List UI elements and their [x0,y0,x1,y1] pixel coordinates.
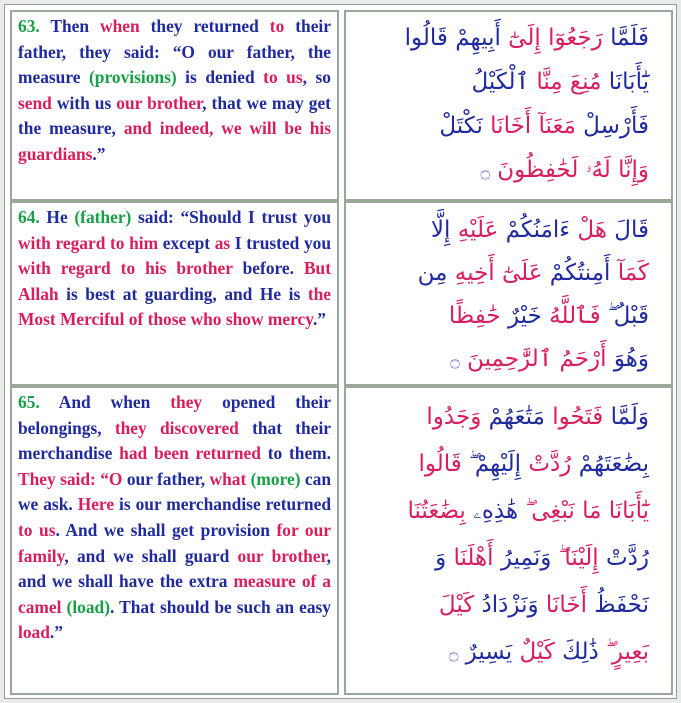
arabic-segment: أَرْحَمُ ٱلرَّٰحِمِينَ [459,346,607,372]
arabic-segment: أَمِنتُكُمْ [542,260,611,286]
arabic-segment: مِن [417,260,448,286]
english-segment: , and we shall have the extra [18,545,332,592]
arabic-segment: فَلَمَّا [602,25,649,51]
english-segment: opened their belongings, [18,392,331,438]
arabic-segment: فَتَحُوا [544,404,604,430]
arabic-segment: يَسِيرٌ [458,639,513,665]
arabic-segment: وَنَمِيرُ [493,545,552,571]
arabic-segment: إِلَيْنَا ۖ [551,545,599,571]
english-segment: before. [232,258,304,279]
arabic-segment: عَلَىٰٓ أَخِيهِ [447,260,543,286]
arabic-segment: ٱلْكَيْلُ [471,69,530,95]
verse-table [4,4,677,699]
english-segment: , that we may get the measure, [18,92,331,139]
arabic-segment: يَٰٓأَبَانَا [601,69,649,95]
arabic-segment: مَتَٰعَهُمْ [481,404,545,430]
english-segment: load [18,622,50,643]
english-cell-65 [10,386,339,695]
english-segment: .” [92,143,106,164]
arabic-text-63 [370,16,649,194]
english-segment: . That should be such an easy [110,596,331,617]
english-segment: And when [58,392,171,412]
arabic-line [370,60,649,104]
english-segment: with regard to him [18,232,159,253]
arabic-segment: وَ [435,545,447,571]
arabic-segment: نَحْفَظُ [586,592,649,618]
english-segment: He [46,207,75,227]
english-segment: they returned [150,16,270,36]
arabic-segment: وَجَدُوا [426,404,482,430]
english-segment: except [158,232,215,253]
arabic-line [370,582,649,629]
arabic-line [370,16,649,60]
arabic-line [370,148,649,194]
english-translation-63 [12,12,337,168]
english-segment: I trusted you [230,232,332,253]
english-segment: that their merchandise [18,417,332,464]
english-segment: (more) [250,468,301,489]
english-translation-64 [12,203,337,333]
verse-row-63 [10,10,673,201]
arabic-segment: قَالُوا [418,451,462,477]
arabic-segment: كَمَآ [610,260,649,286]
arabic-segment: هَلْ [570,217,607,243]
arabic-segment: وَهُوَ [606,346,649,372]
english-segment: (father) [74,207,132,227]
arabic-cell-64 [344,201,673,386]
arabic-segment: فَٱللَّهُ [541,303,601,329]
arabic-segment: وَلَمَّا [603,404,649,430]
english-segment: had been returned [119,443,261,464]
english-segment: to them. [260,443,331,464]
english-segment: they [170,392,203,412]
english-cell-63 [10,10,339,201]
english-segment: with regard to his brother [18,258,233,279]
english-segment: our brother [237,545,327,566]
english-segment: said: “Should I trust you [131,207,331,227]
english-segment: Here [77,494,115,515]
arabic-text-64 [370,209,649,382]
arabic-line [370,295,649,338]
arabic-segment: خَيْرٌ [500,303,542,329]
english-segment: is our merchandise returned [114,494,331,515]
english-segment: they discovered [114,417,239,438]
arabic-segment: يَٰٓأَبَانَا مَا نَبْغِى ۖ [518,498,649,524]
english-segment: the Most Merciful of those who show mercy [18,283,331,330]
arabic-segment: ءَامَنُكُمْ [498,217,571,243]
arabic-segment: أَخَانَا [538,592,587,618]
arabic-line [370,252,649,295]
english-segment: our father, [122,468,210,489]
arabic-line [370,104,649,148]
english-segment: measure of a camel [18,571,331,617]
english-segment: and indeed, we will be his guardians [18,118,331,164]
verse-row-65 [10,386,673,695]
arabic-segment: وَإِنَّا لَهُۥ لَحَٰفِظُونَ [489,157,649,183]
english-segment: They said: “O [18,468,123,489]
english-segment: .” [312,309,326,330]
arabic-segment: إِلَيْهِمْ ۖ [461,451,522,477]
arabic-segment: بِضَٰعَتُنَا [407,498,466,524]
english-segment: to [269,16,285,36]
arabic-segment: قَالَ [606,217,649,243]
arabic-segment: هَٰذِهِۦ [465,498,519,524]
arabic-segment: حَٰفِظًا [448,303,501,329]
arabic-segment: بِضَٰعَتَهُمْ [571,451,649,477]
arabic-segment: كَيْلٌ [512,639,555,665]
english-segment: when [100,16,151,36]
english-segment: (provisions) [89,67,177,88]
english-segment: for our family [18,519,331,566]
english-segment: is best at guarding, and He is [58,283,308,304]
arabic-segment: فَأَرْسِلْ [575,113,649,139]
english-segment: Then [50,16,101,36]
arabic-cell-63 [344,10,673,201]
arabic-segment: كَيْلَ [438,592,475,618]
arabic-segment: رَجَعُوٓا إِلَىٰٓ [500,25,603,51]
english-translation-65 [12,388,337,646]
arabic-line [370,394,649,441]
english-segment: can we ask. [18,468,331,515]
verse-number: 64. [18,207,47,227]
english-segment: But Allah [18,258,332,304]
arabic-segment: إِلَّا [430,217,451,243]
english-segment: to us [263,67,303,88]
arabic-line [370,441,649,488]
arabic-segment: مُنِعَ مِنَّا [529,69,602,95]
ayah-end-marker: ۝ [448,644,459,663]
english-segment: our brother [116,92,203,113]
english-segment: as [214,232,231,253]
arabic-segment: عَلَيْهِ [450,217,499,243]
arabic-segment: وَنَزْدَادُ [474,592,539,618]
verse-number: 63. [18,16,51,36]
ayah-end-marker: ۝ [450,351,460,370]
verse-row-64 [10,201,673,386]
arabic-segment: قَبْلُ ۖ [600,303,649,329]
english-cell-64 [10,201,339,386]
english-segment: their father, they said: “O our father, the measure [18,16,331,88]
arabic-segment: أَبِيهِمْ قَالُوا [404,25,501,51]
verse-number: 65. [18,392,59,412]
arabic-line [370,535,649,582]
english-segment: , and we shall guard [64,545,238,566]
arabic-segment: مَعَنَآ أَخَانَا [482,113,576,139]
arabic-segment: نَكْتَلْ [439,113,483,139]
english-segment: with us [51,92,117,113]
arabic-segment: بَعِيرٍ ۖ [598,639,649,665]
arabic-line [370,629,649,677]
english-segment: .” [49,622,63,643]
arabic-segment: أَهْلَنَا [446,545,494,571]
arabic-segment: رُدَّتْ [598,545,649,571]
english-segment: (load) [66,596,111,617]
arabic-text-65 [370,394,649,677]
arabic-cell-65 [344,386,673,695]
arabic-line [370,488,649,535]
arabic-line [370,338,649,382]
english-segment: what [209,468,247,489]
arabic-line [370,209,649,252]
ayah-end-marker: ۝ [480,162,490,181]
english-segment: is denied [176,67,264,88]
arabic-segment: ذَٰلِكَ [554,639,599,665]
english-segment: send [18,92,52,113]
english-segment: , so [302,67,331,88]
english-segment: to us [18,519,56,540]
arabic-segment: رُدَّتْ [521,451,572,477]
english-segment: . And we shall get provision [55,519,277,540]
